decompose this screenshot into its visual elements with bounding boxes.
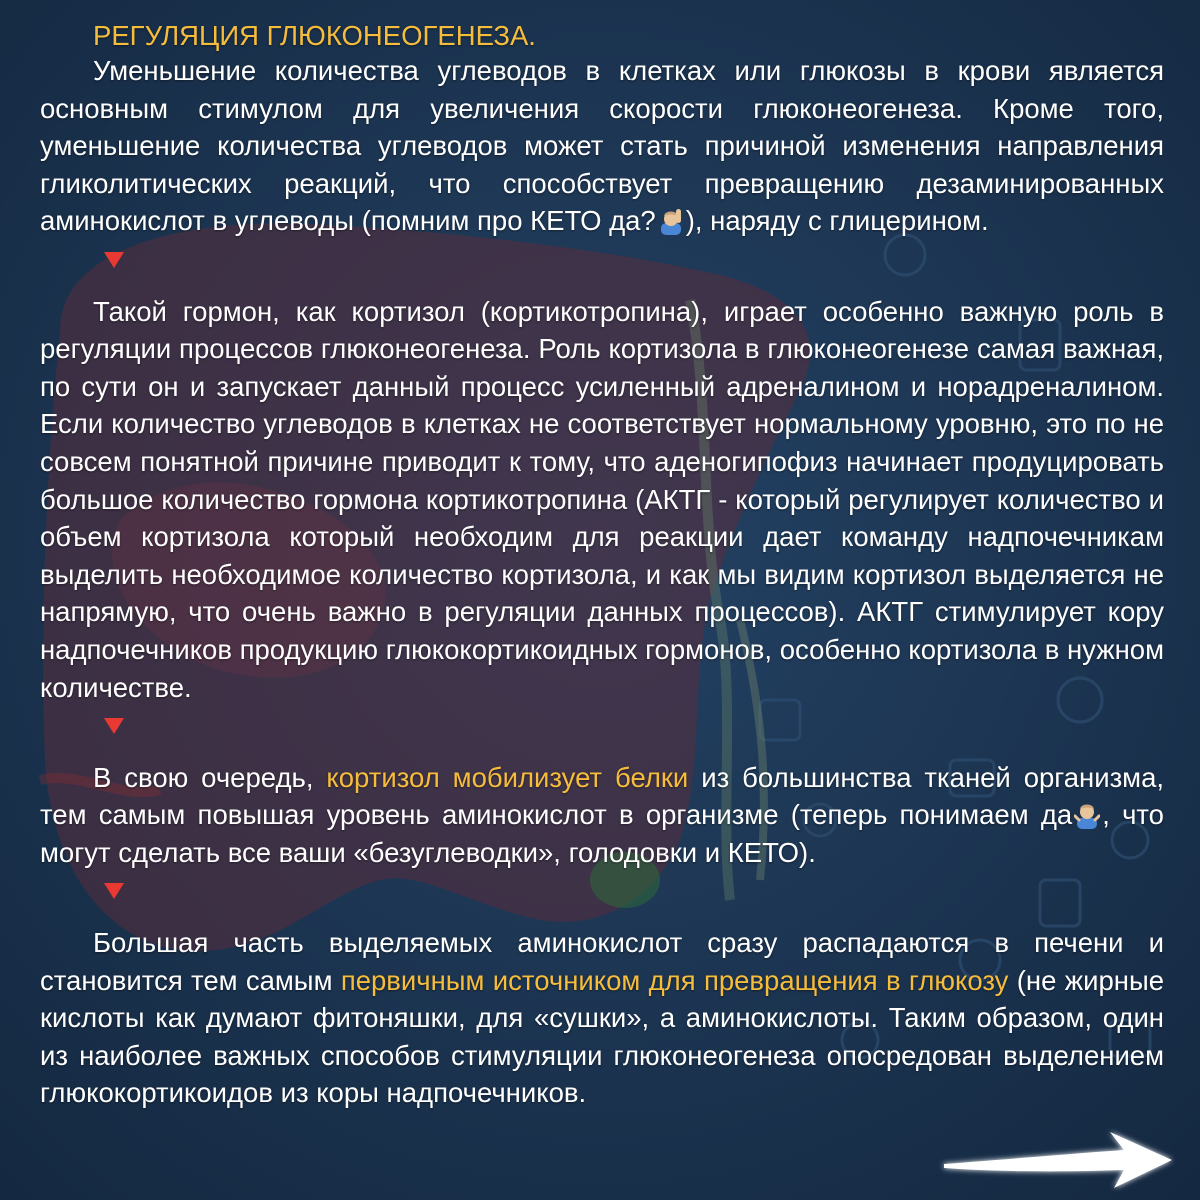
section-marker-3 <box>40 871 1164 909</box>
paragraph-4 <box>40 924 1164 1112</box>
red-down-triangle-icon <box>104 718 124 734</box>
red-down-triangle-icon <box>104 883 124 899</box>
paragraph-3-text-c: , что могут сделать все ваши «безуглеводки», голодовки и КЕТО). <box>40 799 1164 868</box>
paragraph-3-text-b: из большинства тканей организма, тем самым повышая уровень аминокислот в организме (теперь понимаем да <box>40 761 1165 831</box>
paragraph-4-text-a: Большая часть выделяемых аминокислот сразу распадаются в печени и становится тем самым <box>40 927 1164 996</box>
article <box>40 20 1164 1112</box>
next-arrow-icon[interactable] <box>938 1124 1178 1192</box>
person-shrugging-emoji-icon <box>1074 801 1100 829</box>
red-down-triangle-icon <box>104 252 124 268</box>
paragraph-1 <box>40 52 1164 240</box>
paragraph-2: Такой гормон, как кортизол (кортикотропина), играет особенно важную роль в регуляции процессов глюконеогенеза. Роль кортизола в глюконеогенезе самая важная, по сути он и запускает данный процесс усиленный адреналином и норадреналином. Если количество углеводов в клетках не соответствует нормальному уровню, это по не совсем понятной причине приводит к тому, что аденогипофиз начинает продуцировать большое количество гормона кортикотропина (АКТГ - который регулирует количество и объем кортизола который необходим для реакции дает команду надпочечникам выделить необходимое количество кортизола, и как мы видим кортизол выделяется не напрямую, что очень важно в регуляции данных процессов). АКТГ стимулирует кору надпочечников продукцию глюкокортикоидных гормонов, особенно кортизола в нужном количестве. <box>40 295 1164 703</box>
paragraph-3 <box>40 759 1164 872</box>
paragraph-1-text-b: ), наряду с глицерином. <box>685 205 989 237</box>
paragraph-4-text-b: (не жирные кислоты как думают фитоняшки, для «сушки», а аминокислоты. Таким образом, один из наиболее важных способов стимуляции глюконеогенеза опосредован выделением глюкокортикоидов из коры надпочечников. <box>40 964 1165 1109</box>
highlight-primary-source: первичным источником для превращения в глюкозу <box>340 964 1009 996</box>
section-marker-1 <box>40 240 1164 278</box>
page-title: РЕГУЛЯЦИЯ ГЛЮКОНЕОГЕНЕЗА. <box>93 20 536 51</box>
paragraph-3-text-a: В свою очередь, <box>93 761 314 793</box>
paragraph-1-text-a: Уменьшение количества углеводов в клетках или глюкозы в крови является основным стимулом для увеличения скорости глюконеогенеза. Кроме того, уменьшение количества углеводов может стать причиной изменения направления гликолитических реакций, что способствует превращению дезаминированных аминокислот в углеводы (помним про КЕТО да? <box>40 55 1164 237</box>
person-raising-hand-emoji-icon <box>658 207 684 235</box>
highlight-cortisol: кортизол мобилизует белки <box>326 761 689 793</box>
section-marker-2 <box>40 706 1164 744</box>
